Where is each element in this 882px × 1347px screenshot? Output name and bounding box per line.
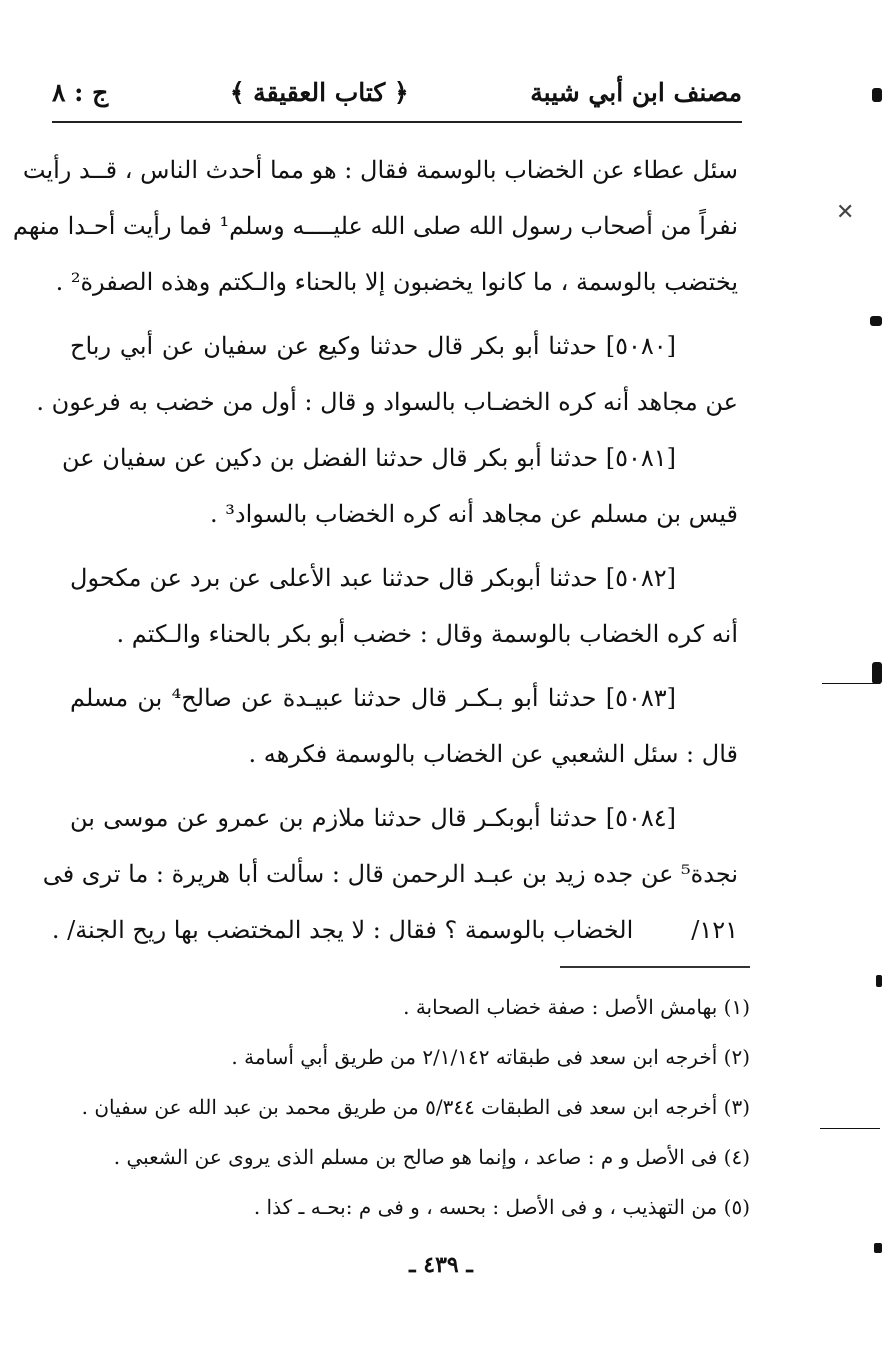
margin-mark <box>870 316 882 326</box>
text-line: سئل عطاء عن الخضاب بالوسمة فقال : هو مما أحدث الناس ، قــد رأيت <box>22 156 738 184</box>
footnote: (١) بهامش الأصل : صفة خضاب الصحابة . <box>403 995 750 1019</box>
chapter-title: ﴿ كتاب العقيقة ﴾ <box>229 77 409 107</box>
main-text <box>12 142 738 958</box>
text-line: [٥٠٨٠] حدثنا أبو بكر قال حدثنا وكيع عن سفيان عن أبي رباح <box>70 332 676 360</box>
footnote-rule <box>560 966 750 968</box>
volume-number: ج : ٨ <box>52 77 109 107</box>
text-line: قال : سئل الشعبي عن الخضاب بالوسمة فكرهه . <box>248 740 738 768</box>
header-rule <box>52 121 742 123</box>
footnote: (٤) فى الأصل و م : صاعد ، وإنما هو صالح بن مسلم الذى يروى عن الشعبي . <box>113 1145 750 1169</box>
paragraph <box>42 790 738 958</box>
footnote: (٣) أخرجه ابن سعد فى الطبقات ٥/٣٤٤ من طريق محمد بن عبد الله عن سفيان . <box>81 1095 750 1119</box>
paragraph <box>62 430 738 542</box>
text-line-end: الخضاب بالوسمة ؟ فقال : لا يجد المختضب بها ريح الجنة/ . <box>51 916 634 944</box>
paragraph <box>12 142 738 310</box>
paragraph <box>70 550 738 662</box>
text-line: [٥٠٨٢] حدثنا أبوبكر قال حدثنا عبد الأعلى عن برد عن مكحول <box>70 564 676 592</box>
text-line: أنه كره الخضاب بالوسمة وقال : خضب أبو بكر بالحناء والـكتم . <box>116 620 738 648</box>
running-header <box>52 68 742 116</box>
footnote: (٢) أخرجه ابن سعد فى طبقاته ٢/١/١٤٢ من طريق أبي أسامة . <box>231 1045 750 1069</box>
text-line: [٥٠٨٤] حدثنا أبوبكـر قال حدثنا ملازم بن عمرو عن موسى بن <box>70 804 676 832</box>
margin-mark <box>874 1243 882 1253</box>
margin-mark: ✕ <box>836 200 855 225</box>
text-line: قيس بن مسلم عن مجاهد أنه كره الخضاب بالسواد³ . <box>210 500 738 528</box>
paragraph <box>36 318 738 430</box>
margin-mark <box>876 975 882 987</box>
text-line: [٥٠٨١] حدثنا أبو بكر قال حدثنا الفضل بن دكين عن سفيان عن <box>62 444 676 472</box>
margin-mark <box>872 88 882 102</box>
text-line: نفراً من أصحاب رسول الله صلى الله عليــــه وسلم¹ فما رأيت أحـدا منهم <box>12 212 738 240</box>
footnotes <box>60 982 750 1232</box>
manuscript-page-ref: ١٢١/ <box>691 916 738 944</box>
margin-mark <box>822 683 880 684</box>
text-line-with-ref <box>51 902 738 958</box>
margin-mark <box>872 662 882 684</box>
margin-mark <box>820 1128 880 1129</box>
text-line: عن مجاهد أنه كره الخضـاب بالسواد و قال : أول من خضب به فرعون . <box>36 388 738 416</box>
footnote: (٥) من التهذيب ، و فى الأصل : بحسه ، و فى م :بحـه ـ كذا . <box>253 1195 750 1219</box>
text-line: نجدة⁵ عن جده زيد بن عبـد الرحمن قال : سألت أبا هريرة : ما ترى فى <box>42 860 738 888</box>
book-title: مصنف ابن أبي شيبة <box>530 77 742 107</box>
paragraph <box>70 670 738 782</box>
text-line: [٥٠٨٣] حدثنا أبو بـكـر قال حدثنا عبيـدة عن صالح⁴ بن مسلم <box>70 684 676 712</box>
page-number: ـ ٤٣٩ ـ <box>409 1252 473 1278</box>
text-line: يختضب بالوسمة ، ما كانوا يخضبون إلا بالحناء والـكتم وهذه الصفرة² . <box>55 268 738 296</box>
